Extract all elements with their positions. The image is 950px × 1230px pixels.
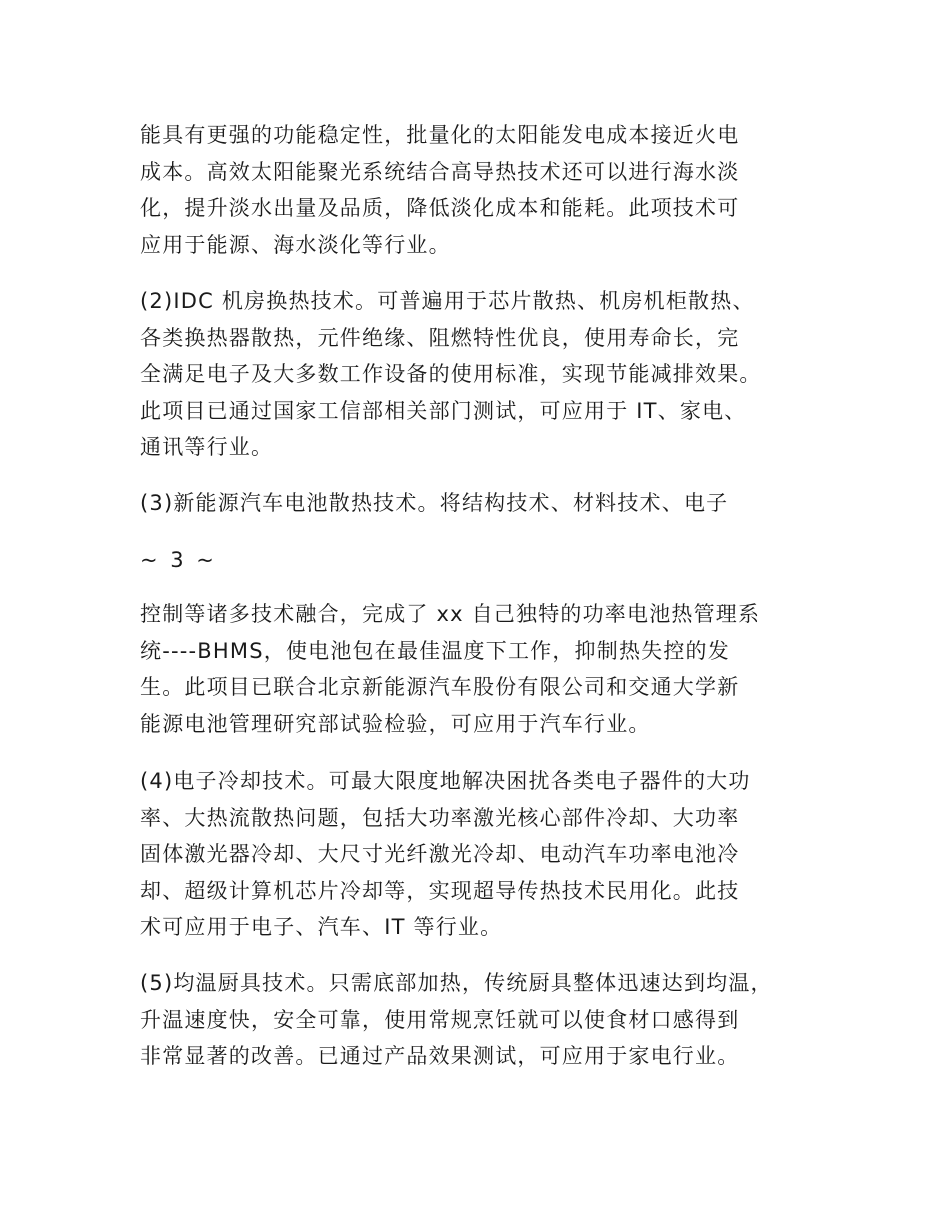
paragraph-uniform-cookware bbox=[140, 965, 840, 1075]
text-line: (4)电子冷却技术。可最大限度地解决困扰各类电子器件的大功 bbox=[140, 769, 751, 793]
text-line: 能具有更强的功能稳定性，批量化的太阳能发电成本接近火电 bbox=[140, 123, 740, 147]
text-line: 化，提升淡水出量及品质，降低淡化成本和能耗。此项技术可 bbox=[140, 196, 740, 220]
text-line: 各类换热器散热，元件绝缘、阻燃特性优良，使用寿命长，完 bbox=[140, 325, 740, 350]
text-line: 通讯等行业。 bbox=[140, 435, 274, 459]
text-line: 统----BHMS，使电池包在最佳温度下工作，抑制热失控的发 bbox=[140, 638, 730, 663]
text-line: 生。此项目已联合北京新能源汽车股份有限公司和交通大学新 bbox=[140, 675, 740, 699]
paragraph-idc-heat-exchange bbox=[140, 283, 840, 466]
page-number: ~ 3 ~ bbox=[140, 548, 217, 572]
paragraph-ev-battery-heading bbox=[140, 485, 840, 522]
text-line: 却、超级计算机芯片冷却等，实现超导传热技术民用化。此技 bbox=[140, 878, 740, 903]
text-line: 率、大热流散热问题，包括大功率激光核心部件冷却、大功率 bbox=[140, 805, 740, 830]
text-line: 非常显著的改善。已通过产品效果测试，可应用于家电行业。 bbox=[140, 1044, 740, 1068]
paragraph-solar-intro bbox=[140, 117, 840, 263]
text-line: 此项目已通过国家工信部相关部门测试，可应用于 IT、家电、 bbox=[140, 398, 747, 423]
paragraph-electronic-cooling bbox=[140, 763, 840, 946]
text-line: 术可应用于电子、汽车、IT 等行业。 bbox=[140, 915, 503, 939]
text-line: 固体激光器冷却、大尺寸光纤激光冷却、电动汽车功率电池冷 bbox=[140, 842, 740, 866]
text-line: (2)IDC 机房换热技术。可普遍用于芯片散热、机房机柜散热、 bbox=[140, 289, 755, 313]
text-line: 控制等诸多技术融合，完成了 xx 自己独特的功率电池热管理系 bbox=[140, 602, 761, 626]
paragraph-ev-battery-continued bbox=[140, 596, 840, 742]
text-line: (5)均温厨具技术。只需底部加热，传统厨具整体迅速达到均温， bbox=[140, 971, 773, 995]
text-line: 能源电池管理研究部试验检验，可应用于汽车行业。 bbox=[140, 711, 651, 736]
text-line: 升温速度快，安全可靠，使用常规烹饪就可以使食材口感得到 bbox=[140, 1007, 740, 1032]
text-line: 应用于能源、海水淡化等行业。 bbox=[140, 232, 451, 257]
text-line: 全满足电子及大多数工作设备的使用标准，实现节能减排效果。 bbox=[140, 362, 762, 386]
text-line: 成本。高效太阳能聚光系统结合高导热技术还可以进行海水淡 bbox=[140, 159, 740, 184]
text-line: (3)新能源汽车电池散热技术。将结构技术、材料技术、电子 bbox=[140, 491, 729, 515]
